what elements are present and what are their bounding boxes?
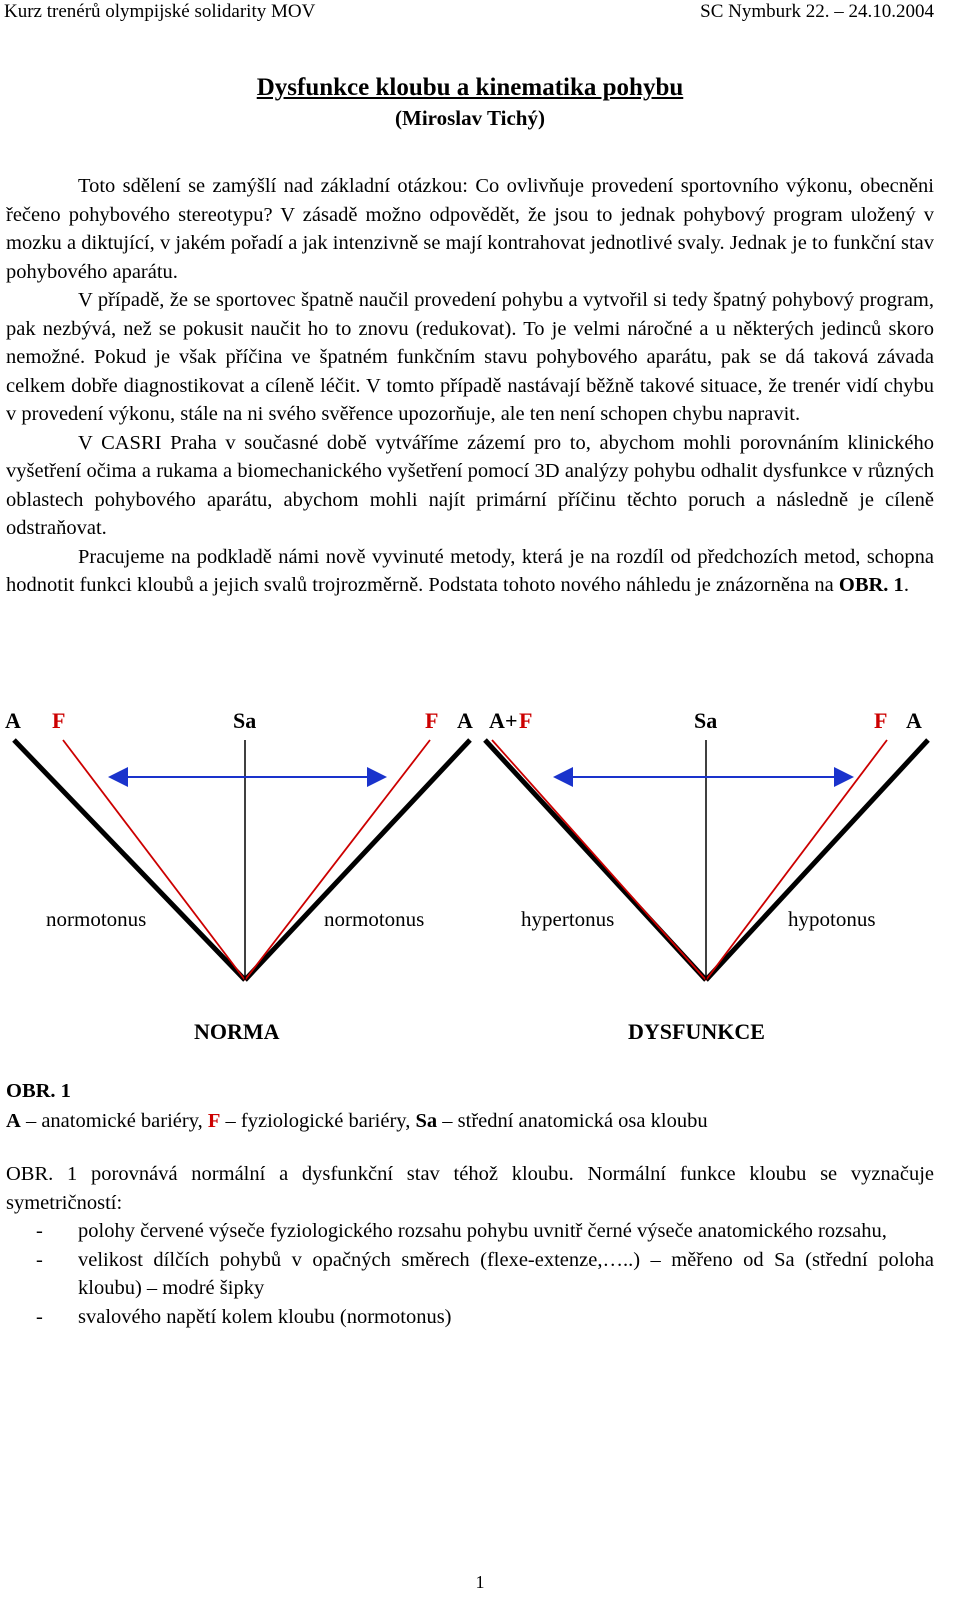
normal-joint-diagram bbox=[5, 708, 473, 1044]
normal-label-f-right: F bbox=[425, 708, 439, 733]
list-item bbox=[6, 1303, 934, 1332]
figure-reference: OBR. 1 bbox=[838, 574, 904, 596]
list-dash: - bbox=[36, 1248, 43, 1271]
normal-tone-right: normotonus bbox=[324, 907, 425, 931]
figure-description bbox=[6, 1160, 934, 1331]
list-dash: - bbox=[36, 1220, 43, 1242]
dysfunction-label-a-left: A bbox=[489, 708, 505, 733]
legend-key-sa: Sa bbox=[415, 1110, 438, 1132]
dysfunction-label-a-right: A bbox=[906, 708, 922, 733]
normal-label-a-left: A bbox=[5, 708, 21, 733]
dysfunction-state-name: DYSFUNKCE bbox=[628, 1019, 765, 1044]
legend-key-f: F bbox=[207, 1110, 221, 1132]
legend-text-a: – anatomické bariéry, bbox=[20, 1110, 208, 1132]
legend-text-f: – fyziologické bariéry, bbox=[220, 1110, 416, 1132]
header-venue-date: SC Nymburk 22. – 24.10.2004 bbox=[700, 1, 934, 22]
list-item bbox=[6, 1246, 934, 1303]
paragraph-2: V případě, že se sportovec špatně naučil provedení pohybu a vytvořil si tedy špatný pohybový program, pak nezbývá, než se pokusit naučit ho to znovu (redukovat). To je velmi náročné a u některých jedinců skoro nemožné. Pokud je však příčina ve špatném funkčním stavu pohybového aparátu, pak se dá taková závada celkem dobře diagnostikovat a cíleně léčit. V tomto případě nastávají běžně takové situace, že trenér vidí chybu v provedení výkonu, stále na ni svého svěřence upozorňuje, ale ten není schopen chybu napravit. bbox=[6, 289, 934, 425]
figure-legend bbox=[6, 1106, 936, 1136]
description-intro: OBR. 1 porovnává normální a dysfunkční stav téhož kloubu. Normální funkce kloubu se vyznačuje symetričností: bbox=[6, 1163, 934, 1214]
dysfunction-label-f-left: F bbox=[519, 708, 533, 733]
list-item-text: svalového napětí kolem kloubu (normotonus) bbox=[78, 1305, 452, 1328]
normal-label-a-right: A bbox=[457, 708, 473, 733]
list-item-text: velikost dílčích pohybů v opačných směrech (flexe-extenze,…..) – měřeno od Sa (střední poloha kloubu) – modré šipky bbox=[78, 1248, 934, 1299]
header-course: Kurz trenérů olympijské solidarity MOV bbox=[4, 1, 316, 22]
paragraph-4-end: . bbox=[903, 574, 909, 596]
body-text bbox=[6, 172, 934, 600]
dysfunction-tone-left: hypertonus bbox=[521, 907, 615, 931]
list-item bbox=[6, 1217, 934, 1246]
dysfunction-label-sa: Sa bbox=[694, 708, 718, 733]
dysfunction-tone-right: hypotonus bbox=[788, 907, 876, 931]
dysfunction-label-plus: + bbox=[505, 708, 518, 733]
joint-diagram-svg bbox=[0, 690, 960, 1080]
author: (Miroslav Tichý) bbox=[395, 106, 545, 130]
legend-key-a: A bbox=[6, 1110, 21, 1132]
normal-label-sa: Sa bbox=[233, 708, 257, 733]
figure-joint-diagram bbox=[0, 690, 960, 1080]
figure-caption-title: OBR. 1 bbox=[6, 1080, 71, 1102]
legend-text-sa: – střední anatomická osa kloubu bbox=[437, 1110, 708, 1132]
normal-label-f-left: F bbox=[52, 708, 66, 733]
paragraph-4-text: Pracujeme na podkladě námi nově vyvinuté metody, která je na rozdíl od předchozích metod, schopna hodnotit funkci kloubů a jejich svalů trojrozměrně. Podstata tohoto nového náhledu je znázorněna na bbox=[6, 545, 934, 596]
normal-state-name: NORMA bbox=[194, 1019, 280, 1044]
normal-tone-left: normotonus bbox=[46, 907, 147, 931]
list-dash: - bbox=[36, 1305, 43, 1328]
dysfunction-label-f-right: F bbox=[874, 708, 888, 733]
paragraph-3: V CASRI Praha v současné době vytváříme zázemí pro to, abychom mohli porovnáním klinického vyšetření očima a rukama a biomechanického vyšetření pomocí 3D analýzy pohybu odhalit dysfunkce v různých oblastech pohybového aparátu, abychom mohli najít primární příčinu těchto poruch a následně je cíleně odstraňovat. bbox=[6, 431, 934, 539]
paragraph-1: Toto sdělení se zamýšlí nad základní otázkou: Co ovlivňuje provedení sportovního výkonu, obecněni řečeno pohybového stereotypu? V zásadě možno odpovědět, že jsou to jednak pohybový program uložený v mozku a diktující, v jakém pořadí a jak intenzivně se mají kontrahovat jednotlivé svaly. Jednak je to funkční stav pohybového aparátu. bbox=[6, 175, 934, 283]
paragraph-4 bbox=[6, 543, 934, 600]
list-item-text: polohy červené výseče fyziologického rozsahu pohybu uvnitř černé výseče anatomického rozsahu, bbox=[78, 1220, 887, 1242]
figure-caption bbox=[6, 1076, 936, 1136]
page-number: 1 bbox=[475, 1572, 485, 1592]
page-title: Dysfunkce kloubu a kinematika pohybu bbox=[256, 74, 684, 101]
dysfunction-joint-diagram bbox=[485, 708, 928, 1044]
